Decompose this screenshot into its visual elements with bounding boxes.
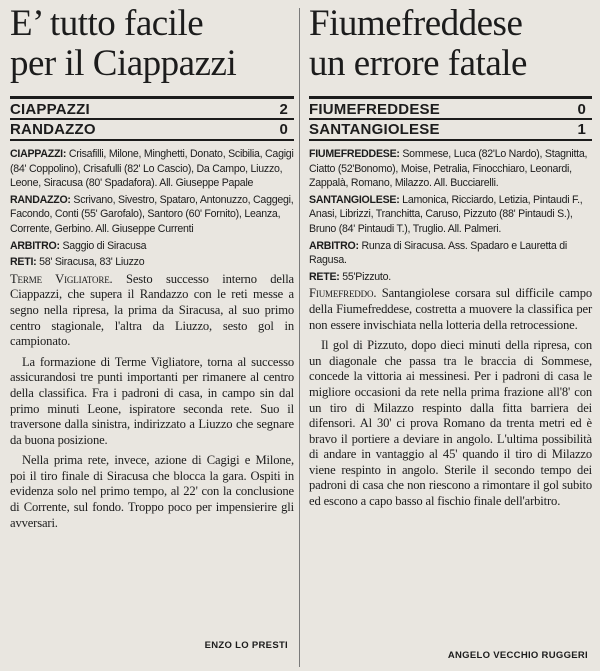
team-name: SANTANGIOLESE xyxy=(309,121,440,138)
lineup-text: Crisafilli, Milone, Minghetti, Donato, Scibilia, Cagigi (84' Coppolino), Crisafulli (82' Lo Cascio), Da Campo, Liuzzo, Leone, Siracusa (80' Spadafora). All. Giuseppe Papale xyxy=(10,148,294,190)
referee-line xyxy=(10,239,294,254)
article-paragraph: La formazione di Terme Vigliatore, torna al successo assicurandosi tre punti importanti per rimanere al centro della classifica. Fra i padroni di casa, in campo sin dal primo minuti Leone, ispiratore seconda rete. Suo il traversone dalla sinistra, indirizzato a Liuzzo che segnare da buona posizione. xyxy=(10,354,294,447)
lineup-text: Saggio di Siracusa xyxy=(59,239,147,252)
lineup-label: SANTANGIOLESE: xyxy=(309,193,400,206)
byline-left: ENZO LO PRESTI xyxy=(204,640,288,651)
lineup-label: ARBITRO: xyxy=(309,239,359,252)
lineup-label: FIUMEFREDDESE: xyxy=(309,148,400,160)
lineup-label: RETI: xyxy=(10,256,37,269)
lineup-text: Scrivano, Sivestro, Spataro, Antonuzzo, Caggegi, Facondo, Conti (55' Garofalo), Santoro (60' Fornito), Leanza, Corrente, Gerbino. All. Giuseppe Currenti xyxy=(10,193,294,235)
team-score: 0 xyxy=(279,121,288,138)
paragraph-text: Santangiolese corsara sul difficile campo della Fiumefreddese, costretta a muovere la classifica per non essere invischiata nella lotteria della retrocessione. xyxy=(309,286,592,332)
lineup-text: Runza di Siracusa. Ass. Spadaro e Lauretta di Ragusa. xyxy=(309,239,567,267)
lineup-home xyxy=(309,147,592,191)
lineup-text: 58' Siracusa, 83' Liuzzo xyxy=(36,256,145,269)
column-divider xyxy=(299,8,300,667)
article-paragraph: Nella prima rete, invece, azione di Cagigi e Milone, poi il tiro finale di Siracusa che blocca la gara. Ospiti in evidenza solo nel primo tempo, al 22' con la conclusione di Corrente, sul fondo. Troppo poco per impensierire gli avversari. xyxy=(10,453,294,530)
team-name: FIUMEFREDDESE xyxy=(309,101,440,118)
article-paragraph xyxy=(10,272,294,350)
headline-line: E’ tutto facile xyxy=(10,3,204,44)
goals-line xyxy=(10,255,294,270)
dateline: Fiumefreddo. xyxy=(309,286,377,301)
lineup-away xyxy=(10,193,294,237)
headline-right xyxy=(309,4,592,84)
headline-line: per il Ciappazzi xyxy=(10,43,237,84)
article-column-right xyxy=(301,0,600,671)
team-score-row xyxy=(10,101,294,118)
article-paragraph xyxy=(309,286,592,333)
scoreboard-left xyxy=(10,96,294,141)
lineup-text: 55'Pizzuto. xyxy=(339,270,391,283)
headline-left xyxy=(10,4,294,84)
lineup-text: Sommese, Luca (82'Lo Nardo), Stagnitta, Ciatto (52'Bonomo), Moise, Petralia, Finocchiaro, Leonardi, Zappalà, Romano, Milazzo. All. Bucciarelli. xyxy=(309,148,588,190)
team-score: 2 xyxy=(279,101,288,118)
lineup-label: RETE: xyxy=(309,270,340,283)
lineup-text: Lamonica, Ricciardo, Letizia, Pintaudi F., Anasi, Librizzi, Tranchitta, Caruso, Pizzuto (88' Pintaudi S.), Bruno (84' Pintaudi T.), Truglio. All. Palmeri. xyxy=(309,193,583,235)
headline-line: un errore fatale xyxy=(309,43,527,84)
team-score: 0 xyxy=(577,101,586,118)
team-score-row xyxy=(309,118,592,138)
lineup-label: ARBITRO: xyxy=(10,239,60,252)
byline-right: ANGELO VECCHIO RUGGERI xyxy=(447,650,588,661)
lineup-label: CIAPPAZZI: xyxy=(10,148,67,160)
team-name: CIAPPAZZI xyxy=(10,101,90,118)
dateline: Terme Vigliatore. xyxy=(10,271,113,286)
headline-line: Fiumefreddese xyxy=(309,3,523,44)
lineup-home xyxy=(10,147,294,191)
lineup-label: RANDAZZO: xyxy=(10,193,71,206)
scoreboard-right xyxy=(309,96,592,141)
lineup-away xyxy=(309,193,592,237)
referee-line xyxy=(309,239,592,268)
paragraph-text: Sesto successo interno della Ciappazzi, che supera il Randazzo con le reti messe a segno nella ripresa, la prima da Siracusa, al suo primo centro stagionale, l'altra da Liuzzo, sesto gol in campionato. xyxy=(10,271,294,349)
team-name: RANDAZZO xyxy=(10,121,96,138)
team-score-row xyxy=(309,101,592,118)
goals-line xyxy=(309,270,592,285)
team-score: 1 xyxy=(577,121,586,138)
article-paragraph: Il gol di Pizzuto, dopo dieci minuti della ripresa, con un diagonale che passa tra le braccia di Sommese, concede la vittoria ai messinesi. Per i padroni di casa le migliore occasioni da rete nella prima frazione all'8' con un tiro di Milazzo respinto dalla fitta barriera dei difensori. Al 30' ci prova Romano da trenta metri ed è bravo il portiere a deviare in angolo. L'ultima possibilità di andare in vantaggio al 45' quando il tiro di Milazzo viene respinto in angolo. Sterile il secondo tempo dei padroni di casa che non riescono a rimontare il gol subito ed escono a capo basso al fischio finale dell'arbitro. xyxy=(309,338,592,509)
team-score-row xyxy=(10,118,294,138)
